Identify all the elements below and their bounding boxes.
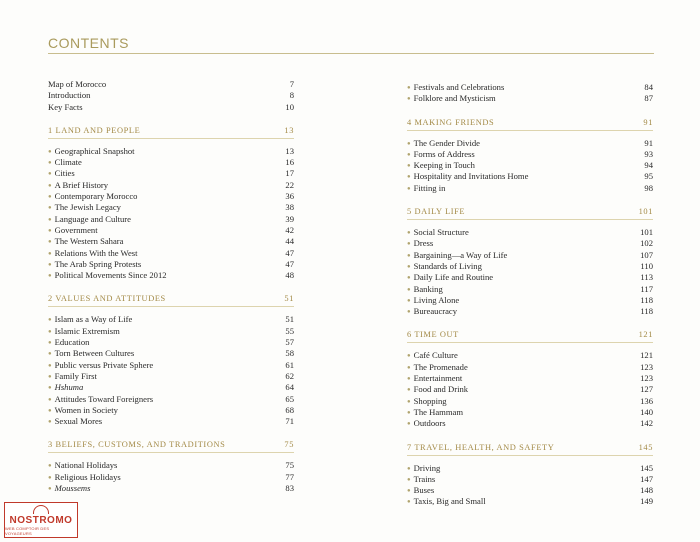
bullet-icon: ● [407, 151, 411, 158]
entry-label: Islamic Extremism [54, 325, 120, 336]
entry-label: Attitudes Toward Foreigners [54, 393, 154, 404]
entry-label: Shopping [413, 395, 447, 406]
entry-label: Living Alone [413, 294, 460, 305]
section-heading[interactable] [407, 443, 653, 456]
entry-page: 17 [285, 168, 294, 179]
bullet-icon: ● [48, 486, 52, 493]
section-page: 145 [638, 442, 653, 452]
entry-page: 127 [640, 384, 653, 395]
entry-label: Climate [54, 157, 82, 168]
bullet-icon: ● [407, 163, 411, 170]
entry-page: 113 [640, 272, 653, 283]
section-heading[interactable] [48, 126, 294, 139]
entry-page: 121 [640, 350, 653, 361]
entry-label: Education [54, 337, 90, 348]
bullet-icon: ● [48, 474, 52, 481]
toc-entry[interactable] [48, 394, 294, 405]
bullet-icon: ● [48, 373, 52, 380]
toc-entry[interactable] [407, 250, 653, 261]
toc-entry[interactable] [407, 306, 653, 317]
bullet-icon: ● [407, 140, 411, 147]
entry-page: 148 [640, 485, 653, 496]
bullet-icon: ● [407, 275, 411, 282]
toc-entry[interactable] [407, 149, 653, 160]
entry-page: 118 [640, 294, 653, 305]
entry-page: 7 [289, 79, 294, 89]
entry-label: Driving [413, 462, 441, 473]
entry-page: 118 [640, 306, 653, 317]
entry-page: 62 [285, 370, 294, 381]
entry-page: 140 [640, 406, 653, 417]
bullet-icon: ● [407, 263, 411, 270]
entry-label: Contemporary Morocco [54, 191, 138, 202]
bullet-icon: ● [407, 85, 411, 91]
entry-page: 48 [285, 270, 294, 281]
bullet-icon: ● [48, 227, 52, 234]
entry-page: 61 [285, 359, 294, 370]
bullet-icon: ● [407, 398, 411, 405]
bullet-icon: ● [407, 230, 411, 237]
entry-label: Hshuma [54, 382, 84, 393]
entry-label: Relations With the West [54, 247, 138, 258]
toc-entry[interactable] [48, 146, 294, 157]
bullet-icon: ● [48, 194, 52, 201]
bullet-icon: ● [48, 239, 52, 246]
entry-label: Religious Holidays [54, 471, 121, 482]
entry-label: Geographical Snapshot [54, 145, 135, 156]
entry-label: National Holidays [54, 460, 118, 471]
entry-page: 10 [285, 101, 294, 112]
page-title: CONTENTS [48, 35, 129, 51]
entry-page: 64 [285, 382, 294, 393]
entry-label: Keeping in Touch [413, 160, 475, 171]
bullet-icon: ● [407, 353, 411, 360]
bullet-icon: ● [407, 476, 411, 483]
bullet-icon: ● [48, 419, 52, 426]
entry-label: Introduction [48, 90, 91, 101]
toc-entry[interactable] [48, 191, 294, 202]
entry-label: Public versus Private Sphere [54, 359, 154, 370]
section-page: 13 [284, 125, 294, 135]
bullet-icon: ● [407, 499, 411, 506]
entry-label: Forms of Address [413, 148, 475, 159]
bullet-icon: ● [48, 273, 52, 280]
toc-entry[interactable] [48, 416, 294, 427]
toc-entry[interactable] [48, 405, 294, 416]
bullet-icon: ● [48, 340, 52, 347]
bullet-icon: ● [48, 261, 52, 268]
entry-label: The Promenade [413, 361, 468, 372]
entry-label: Bureaucracy [413, 306, 458, 317]
entry-label: Torn Between Cultures [54, 348, 135, 359]
entry-page: 51 [285, 314, 294, 325]
section-page: 121 [638, 330, 653, 340]
bullet-icon: ● [48, 385, 52, 392]
entry-page: 149 [640, 496, 653, 507]
toc-entry[interactable] [407, 272, 653, 283]
bullet-icon: ● [407, 488, 411, 495]
section-heading[interactable] [48, 440, 294, 453]
bullet-icon: ● [407, 421, 411, 428]
section-title: 4 MAKING FRIENDS [407, 117, 495, 127]
bullet-icon: ● [48, 396, 52, 403]
toc-entry[interactable] [48, 90, 294, 101]
entry-label: Language and Culture [54, 213, 131, 224]
toc-entry[interactable] [407, 93, 653, 104]
toc-entry[interactable] [407, 485, 653, 496]
entry-page: 101 [640, 227, 653, 238]
entry-page: 71 [285, 416, 294, 427]
entry-page: 91 [644, 137, 653, 148]
toc-entry[interactable] [48, 168, 294, 179]
entry-page: 93 [644, 148, 653, 159]
bullet-icon: ● [407, 465, 411, 472]
bullet-icon: ● [48, 317, 52, 324]
entry-label: Daily Life and Routine [413, 272, 494, 283]
toc-entry[interactable] [48, 180, 294, 191]
toc-entry[interactable] [48, 79, 294, 90]
entry-label: Taxis, Big and Small [413, 496, 486, 507]
toc-entry[interactable] [48, 460, 294, 471]
entry-label: Islam as a Way of Life [54, 314, 133, 325]
bullet-icon: ● [48, 407, 52, 414]
section-title: 3 BELIEFS, CUSTOMS, AND TRADITIONS [48, 440, 226, 450]
entry-page: 42 [285, 224, 294, 235]
toc-entry[interactable] [407, 183, 653, 194]
section-heading[interactable] [407, 207, 653, 220]
bullet-icon: ● [48, 182, 52, 189]
toc-entry[interactable] [48, 326, 294, 337]
entry-page: 16 [285, 157, 294, 168]
entry-page: 8 [289, 90, 294, 101]
bullet-icon: ● [48, 216, 52, 223]
entry-label: Government [54, 224, 98, 235]
toc-entry[interactable] [407, 407, 653, 418]
entry-page: 83 [285, 483, 294, 494]
entry-label: Folklore and Mysticism [413, 93, 496, 104]
entry-label: Cities [54, 168, 75, 179]
entry-label: Bargaining—a Way of Life [413, 249, 508, 260]
bullet-icon: ● [48, 328, 52, 335]
entry-page: 87 [644, 93, 653, 104]
bullet-icon: ● [407, 174, 411, 181]
section-page: 91 [643, 117, 653, 127]
toc-entry[interactable] [407, 418, 653, 429]
entry-label: Family First [54, 370, 97, 381]
entry-page: 47 [285, 258, 294, 269]
bullet-icon: ● [407, 96, 411, 103]
entry-page: 44 [285, 236, 294, 247]
toc-entry[interactable] [407, 496, 653, 507]
toc-entry[interactable] [48, 314, 294, 325]
entry-page: 77 [285, 471, 294, 482]
entry-page: 145 [640, 462, 653, 473]
section-page: 101 [638, 207, 653, 217]
entry-page: 39 [285, 213, 294, 224]
toc-entry[interactable] [407, 227, 653, 238]
entry-label: The Western Sahara [54, 236, 124, 247]
bullet-icon: ● [48, 463, 52, 470]
toc-entry[interactable] [407, 474, 653, 485]
entry-page: 84 [644, 82, 653, 92]
logo-name: NOSTROMO [9, 514, 73, 526]
entry-label: Dress [413, 238, 434, 249]
toc-entry[interactable] [407, 171, 653, 182]
bullet-icon: ● [407, 185, 411, 192]
entry-label: Banking [413, 283, 443, 294]
section-page: 51 [284, 294, 294, 304]
bullet-icon: ● [48, 250, 52, 257]
toc-entry[interactable] [48, 348, 294, 359]
bullet-icon: ● [48, 205, 52, 212]
entry-label: Women in Society [54, 404, 118, 415]
entry-page: 117 [640, 283, 653, 294]
bullet-icon: ● [48, 148, 52, 155]
entry-label: Outdoors [413, 418, 446, 429]
toc-entry[interactable] [407, 261, 653, 272]
toc-entry[interactable] [407, 160, 653, 171]
toc-entry[interactable] [48, 102, 294, 113]
entry-label: Trains [413, 473, 436, 484]
toc-entry[interactable] [407, 463, 653, 474]
entry-label: Fitting in [413, 182, 446, 193]
entry-page: 13 [285, 145, 294, 156]
toc-entry[interactable] [407, 295, 653, 306]
entry-page: 22 [285, 179, 294, 190]
toc-entry[interactable] [48, 214, 294, 225]
entry-page: 107 [640, 249, 653, 260]
toc-entry[interactable] [407, 384, 653, 395]
toc-entry[interactable] [48, 371, 294, 382]
toc-entry[interactable] [48, 270, 294, 281]
section-page: 75 [284, 440, 294, 450]
entry-label: The Hammam [413, 406, 464, 417]
entry-label: Food and Drink [413, 384, 469, 395]
globe-icon [33, 505, 49, 514]
toc-right-column [407, 82, 653, 508]
entry-page: 55 [285, 325, 294, 336]
toc-left-column [48, 79, 294, 494]
nostromo-logo[interactable] [4, 502, 78, 538]
entry-page: 142 [640, 418, 653, 429]
entry-page: 102 [640, 238, 653, 249]
bullet-icon: ● [407, 309, 411, 316]
entry-page: 57 [285, 337, 294, 348]
entry-label: Entertainment [413, 373, 463, 384]
toc-entry[interactable] [407, 138, 653, 149]
section-title: 7 TRAVEL, HEALTH, AND SAFETY [407, 442, 555, 452]
toc-entry[interactable] [48, 225, 294, 236]
toc-entry[interactable] [407, 362, 653, 373]
title-rule [48, 53, 654, 54]
entry-page: 98 [644, 182, 653, 193]
toc-entry[interactable] [407, 82, 653, 93]
entry-label: Political Movements Since 2012 [54, 270, 167, 281]
entry-page: 36 [285, 191, 294, 202]
entry-label: The Jewish Legacy [54, 202, 121, 213]
toc-entry[interactable] [48, 236, 294, 247]
entry-page: 58 [285, 348, 294, 359]
bullet-icon: ● [48, 362, 52, 369]
entry-page: 65 [285, 393, 294, 404]
logo-tagline: WEB COMPTOIR DES VOYAGEURS [5, 525, 50, 536]
entry-page: 136 [640, 395, 653, 406]
entry-label: Sexual Mores [54, 416, 103, 427]
entry-page: 123 [640, 373, 653, 384]
toc-entry[interactable] [48, 259, 294, 270]
entry-page: 38 [285, 202, 294, 213]
section-title: 5 DAILY LIFE [407, 207, 466, 217]
entry-page: 110 [640, 260, 653, 271]
entry-page: 94 [644, 160, 653, 171]
toc-entry[interactable] [407, 396, 653, 407]
bullet-icon: ● [407, 364, 411, 371]
entry-page: 75 [285, 460, 294, 471]
section-heading[interactable] [407, 118, 653, 131]
bullet-icon: ● [407, 387, 411, 394]
entry-label: Map of Morocco [48, 79, 107, 89]
entry-page: 47 [285, 247, 294, 258]
entry-page: 95 [644, 171, 653, 182]
toc-entry[interactable] [407, 373, 653, 384]
entry-label: The Arab Spring Protests [54, 258, 142, 269]
entry-page: 68 [285, 404, 294, 415]
section-heading[interactable] [48, 294, 294, 307]
entry-page: 123 [640, 361, 653, 372]
toc-entry[interactable] [48, 472, 294, 483]
entry-label: A Brief History [54, 179, 109, 190]
section-heading[interactable] [407, 330, 653, 343]
bullet-icon: ● [407, 409, 411, 416]
bullet-icon: ● [48, 171, 52, 178]
section-title: 2 VALUES AND ATTITUDES [48, 294, 166, 304]
toc-entry[interactable] [407, 350, 653, 361]
bullet-icon: ● [48, 160, 52, 167]
toc-entry[interactable] [48, 248, 294, 259]
entry-label: Café Culture [413, 350, 458, 361]
bullet-icon: ● [407, 241, 411, 248]
entry-label: Key Facts [48, 101, 83, 112]
entry-label: Festivals and Celebrations [413, 82, 505, 92]
section-title: 6 TIME OUT [407, 330, 459, 340]
bullet-icon: ● [48, 351, 52, 358]
toc-entry[interactable] [48, 483, 294, 494]
entry-label: Standards of Living [413, 260, 482, 271]
toc-entry[interactable] [48, 202, 294, 213]
toc-entry[interactable] [48, 360, 294, 371]
bullet-icon: ● [407, 376, 411, 383]
bullet-icon: ● [407, 252, 411, 259]
bullet-icon: ● [407, 297, 411, 304]
entry-label: Hospitality and Invitations Home [413, 171, 529, 182]
section-title: 1 LAND AND PEOPLE [48, 125, 141, 135]
entry-label: Moussems [54, 483, 91, 494]
entry-label: Buses [413, 485, 435, 496]
entry-label: The Gender Divide [413, 137, 480, 148]
entry-page: 147 [640, 473, 653, 484]
toc-entry[interactable] [48, 337, 294, 348]
entry-label: Social Structure [413, 227, 469, 238]
bullet-icon: ● [407, 286, 411, 293]
